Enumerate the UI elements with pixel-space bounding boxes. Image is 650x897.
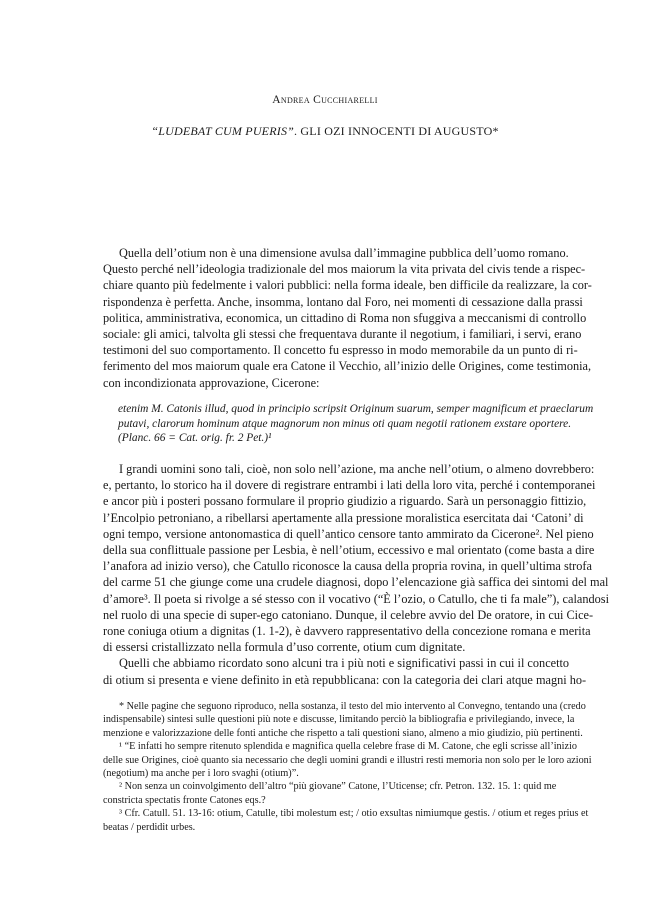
text-line: e ancor più i posteri possano formulare il proprio giudizio a riguardo. Sarà un personaggio fittizio,: [103, 494, 587, 509]
paragraph-1: [103, 245, 592, 391]
paragraph-2: [103, 461, 609, 688]
text-line: rispondenza è perfetta. Anche, insomma, lontano dal Foro, nei momenti di cessazione dalla prassi: [103, 294, 583, 309]
text-line: di essersi cristallizzato nella formula d’uso corrente, otium cum dignitate.: [103, 640, 466, 655]
footnote-line: menzione e valorizzazione delle fonti antiche che rispetto a tali questioni siano, almeno a mio giudizio, più pertinenti.: [103, 727, 583, 739]
text-line: rone coniuga otium a dignitas (1. 1-2), è davvero rappresentativo della concezione romana e merita: [103, 624, 591, 639]
text-line: ogni tempo, versione antonomastica di quell’antico censore tanto ammirato da Cicerone². Nel pieno: [103, 526, 594, 541]
footnote-line: ² Non senza un coinvolgimento dell’altro “più giovane” Catone, l’Uticense; cfr. Petron. 132. 15. 1: quid me: [119, 781, 557, 793]
text-line: Quelli che abbiamo ricordato sono alcuni tra i più noti e significativi passi in cui il concetto: [119, 656, 570, 671]
text-line: e, pertanto, lo storico ha il dovere di registrare entrambi i lati della loro vita, perché i contemporanei: [103, 478, 596, 493]
text-line: sociale: gli amici, talvolta gli stessi che frequentava durante il negotium, i familiari, i servi, erano: [103, 327, 582, 342]
quote-line: (Planc. 66 = Cat. orig. fr. 2 Pet.)¹: [118, 432, 272, 445]
text-line: testimoni del suo comportamento. Il concetto fu espresso in modo memorabile da un punto di ri-: [103, 343, 578, 358]
text-line: Quella dell’otium non è una dimensione avulsa dall’immagine pubblica dell’uomo romano.: [119, 246, 569, 260]
text-line: nel ruolo di una specie di super-ego catoniano. Dunque, il celebre avvio del De oratore, in cui Cice-: [103, 607, 594, 622]
footnote-line: ³ Cfr. Catull. 51. 13-16: otium, Catulle, tibi molestum est; / otio exsultas nimiumque gestis. / otium et reges prius et: [119, 808, 589, 820]
author-name: Andrea Cucchiarelli: [272, 94, 378, 106]
text-line: del carme 51 che giunge come una crudele diagnosi, dopo l’elencazione già saffica dei sintomi del mal: [103, 575, 609, 590]
block-quote: [118, 402, 594, 446]
text-line: ferimento del mos maiorum quale era Catone il Vecchio, all’inizio delle Origines, come testimonia,: [103, 359, 592, 374]
text-line: d’amore³. Il poeta si rivolge a sé stesso con il vocativo (“È l’ozio, o Catullo, che ti fa male”), calandosi: [103, 591, 609, 606]
footnote-line: indispensabile) sintesi sulle questioni più note e discusse, limitando perciò la bibliografia e privilegiando, invece, la: [103, 714, 575, 726]
footnote-line: * Nelle pagine che seguono riproduco, nella sostanza, il testo del mio intervento al Convegno, tentando una (credo: [119, 701, 586, 712]
text-line: politica, amministrativa, economica, un cittadino di Roma non sfuggiva a meccanismi di controllo: [103, 310, 587, 325]
footnote-line: ¹ “E infatti ho sempre ritenuto splendida e magnifica quella celebre frase di M. Catone, che egli scrisse all’inizio: [119, 741, 577, 753]
text-line: I grandi uomini sono tali, cioè, non solo nell’azione, ma anche nell’otium, o almeno dovrebbero:: [119, 462, 595, 476]
quote-line: putavi, clarorum hominum atque magnorum non minus oti quam negotii rationem exstare oportere.: [118, 417, 572, 430]
text-line: chiare quanto più fedelmente i valori pubblici: nella forma ideale, ben difficile da realizzare, la cor-: [103, 278, 592, 293]
text-line: di otium si presenta e viene definito in età repubblicana: con la categoria dei clari atque magni ho-: [103, 672, 587, 687]
footnotes: [103, 700, 592, 834]
footnote-line: constricta spectatis fronte Catones eqs.?: [103, 794, 266, 806]
text-line: con incondizionata approvazione, Cicerone:: [103, 375, 320, 390]
text-line: l’Encolpio petroniano, a ribellarsi apertamente alla pressione moralistica esercitata dai ‘Catoni’ di: [103, 510, 584, 525]
footnote-line: (negotium) ma anche per i loro svaghi (otium)”.: [103, 768, 299, 780]
footnote-line: beatas / perdidit urbes.: [103, 821, 196, 833]
text-line: Questo perché nell’ideologia tradizionale del mos maiorum la vita privata del civis tende a rispec-: [103, 262, 586, 277]
article-title-italic: “LUDEBAT CUM PUERIS”: [151, 124, 295, 138]
text-line: della sua conflittuale passione per Lesbia, è nell’otium, eccessivo e mal orientato (come basta a dire: [103, 543, 595, 558]
footnote-line: delle sue Origines, cioè quanto sia necessario che degli uomini grandi e illustri resti memoria non solo per le loro azioni: [103, 754, 592, 766]
quote-line: etenim M. Catonis illud, quod in principio scripsit Originum suarum, semper magnificum et praeclarum: [118, 403, 594, 415]
text-line: l’anafora ad inizio verso), che Catullo riconosce la causa della propria rovina, in quell’ultima strofa: [103, 559, 592, 574]
article-title-rest: . GLI OZI INNOCENTI DI AUGUSTO*: [294, 124, 499, 138]
article-title: [0, 124, 650, 139]
